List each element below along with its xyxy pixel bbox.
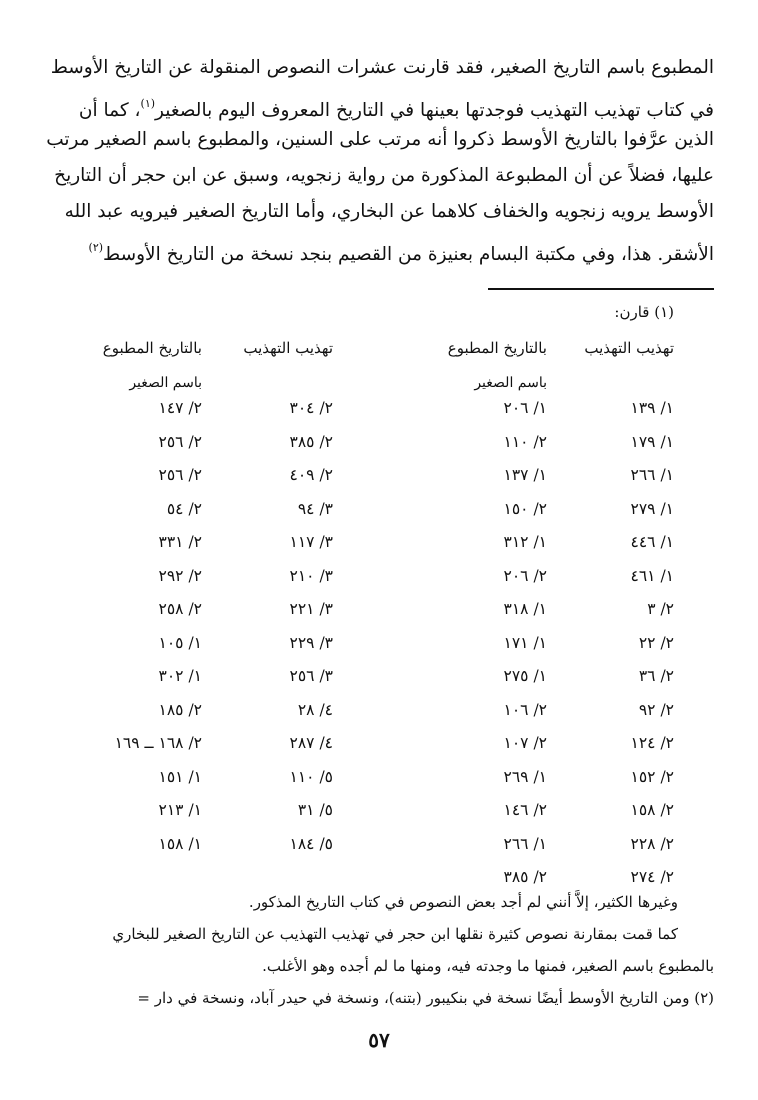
table-cell: ٢/ ١٠٧ bbox=[503, 734, 547, 752]
table-cell: ٢/ ٤٠٩ bbox=[289, 466, 333, 484]
table-cell: ٢/ ١٥٢ bbox=[630, 767, 674, 786]
table-cell: ٢/ ٢٥٦ bbox=[158, 466, 202, 484]
body-line-tail: ، كما أن bbox=[78, 100, 141, 121]
table-cell: ١/ ٢٦٩ bbox=[503, 767, 547, 786]
column-header-label: بالتاريخ المطبوع bbox=[447, 339, 547, 357]
table-cell: ٢/ ١٦٨ ــ ١٦٩ bbox=[114, 734, 202, 752]
table-cell: ٤/ ٢٨ bbox=[297, 700, 333, 719]
table-cell: ٣/ ١١٧ bbox=[289, 533, 333, 551]
table-cell: ٢/ ١٥٠ bbox=[503, 499, 547, 518]
footnote-line: بالمطبوع باسم الصغير، فمنها ما وجدته فيه، ومنها ما لم أجده وهو الأغلب. bbox=[262, 957, 714, 975]
column-header-label: بالتاريخ المطبوع bbox=[102, 339, 202, 357]
footnote-line: (٢) ومن التاريخ الأوسط أيضًا نسخة في بنكيبور (بتنه)، ونسخة في حيدر آباد، ونسخة في دار = bbox=[137, 989, 714, 1007]
body-line-text: في كتاب تهذيب التهذيب فوجدتها بعينها في التاريخ المعروف اليوم بالصغير bbox=[155, 100, 714, 121]
table-cell: ١/ ٤٦١ bbox=[630, 566, 674, 585]
table-cell: ١/ ٢٦٦ bbox=[630, 466, 674, 484]
column-tahdhib-right bbox=[631, 396, 674, 899]
table-cell: ١/ ٢١٣ bbox=[158, 801, 202, 819]
table-cell: ٣/ ٢١٠ bbox=[289, 566, 333, 585]
footnote-label: (١) قارن: bbox=[614, 303, 674, 321]
table-cell: ٢/ ٢٥٦ bbox=[158, 432, 202, 451]
table-cell: ٣/ ٢٥٦ bbox=[289, 667, 333, 685]
column-header-tahdhib-right bbox=[584, 336, 674, 360]
table-cell: ٢/ ٣٨٥ bbox=[503, 868, 547, 886]
table-cell: ٢/ ٣٠٤ bbox=[289, 399, 333, 417]
body-line: الذين عرَّفوا بالتاريخ الأوسط ذكروا أنه مرتب على السنين، والمطبوع باسم الصغير مرتب bbox=[46, 129, 714, 150]
table-cell: ٢/ ١١٠ bbox=[503, 432, 547, 451]
column-tahdhib-left bbox=[290, 396, 333, 865]
table-cell: ١/ ٢٦٦ bbox=[503, 834, 547, 853]
table-cell: ٢/ ٣٣١ bbox=[158, 533, 202, 551]
footnote-line: وغيرها الكثير، إلاَّ أنني لم أجد بعض النصوص في كتاب التاريخ المذكور. bbox=[248, 893, 678, 911]
table-cell: ٣/ ٢٢٩ bbox=[289, 633, 333, 652]
table-cell: ١/ ١٥٨ bbox=[158, 834, 202, 853]
table-cell: ٤/ ٢٨٧ bbox=[289, 734, 333, 752]
table-cell: ٢/ ٢٩٢ bbox=[158, 566, 202, 585]
table-cell: ١/ ٢٧٩ bbox=[630, 499, 674, 518]
table-cell: ٥/ ١٨٤ bbox=[289, 834, 333, 853]
table-cell: ٢/ ٢٠٦ bbox=[503, 566, 547, 585]
body-line bbox=[44, 230, 714, 266]
table-cell: ٢/ ٢٧٤ bbox=[630, 868, 674, 886]
column-header-tahdhib-left bbox=[243, 336, 333, 360]
table-cell: ١/ ٢٧٥ bbox=[503, 667, 547, 685]
table-cell: ١/ ١٠٥ bbox=[158, 633, 202, 652]
column-header-printed-left bbox=[103, 336, 202, 395]
table-cell: ٢/ ٢٢٨ bbox=[630, 834, 674, 853]
footnotes bbox=[20, 886, 714, 1014]
column-header-label: تهذيب التهذيب bbox=[584, 339, 674, 357]
table-cell: ١/ ١٥١ bbox=[158, 767, 202, 786]
body-line: المطبوع باسم التاريخ الصغير، فقد قارنت عشرات النصوص المنقولة عن التاريخ الأوسط bbox=[50, 57, 714, 78]
table-cell: ١/ ٣١٨ bbox=[503, 600, 547, 618]
table-cell: ٢/ ٩٢ bbox=[638, 700, 674, 719]
column-header-label: تهذيب التهذيب bbox=[243, 339, 333, 357]
column-header-printed-right bbox=[448, 336, 547, 395]
table-cell: ٥/ ١١٠ bbox=[289, 767, 333, 786]
table-cell: ٢/ ٣٨٥ bbox=[289, 432, 333, 451]
body-line-text: الأشقر. هذا، وفي مكتبة البسام بعنيزة من القصيم بنجد نسخة من التاريخ الأوسط bbox=[103, 244, 714, 265]
table-cell: ٢/ ١٢٤ bbox=[630, 734, 674, 752]
footnote-ref: (٢) bbox=[88, 241, 104, 254]
table-cell: ٢/ ١٠٦ bbox=[503, 700, 547, 719]
table-cell: ٢/ ٣ bbox=[647, 600, 674, 618]
body-line: عليها، فضلاً عن أن المطبوعة المذكورة من رواية زنجويه، وسبق عن ابن حجر أن التاريخ bbox=[54, 165, 714, 186]
table-cell: ٢/ ١٤٧ bbox=[158, 399, 202, 417]
table-cell: ٢/ ٢٥٨ bbox=[158, 600, 202, 618]
body-line bbox=[44, 86, 714, 122]
table-cell: ٢/ ١٤٦ bbox=[503, 801, 547, 819]
column-printed-right bbox=[504, 396, 547, 899]
table-cell: ٥/ ٣١ bbox=[297, 801, 333, 819]
footnote-ref: (١) bbox=[140, 97, 156, 110]
table-cell: ١/ ١٧٩ bbox=[630, 432, 674, 451]
table-cell: ٢/ ٢٢ bbox=[638, 633, 674, 652]
column-header-sublabel: باسم الصغير bbox=[129, 375, 202, 391]
table-cell: ١/ ١٣٩ bbox=[630, 399, 674, 417]
footnote-line: كما قمت بمقارنة نصوص كثيرة نقلها ابن حجر في تهذيب التهذيب عن التاريخ الصغير للبخاري bbox=[112, 925, 678, 943]
table-cell: ١/ ١٧١ bbox=[503, 633, 547, 652]
table-cell: ٢/ ٥٤ bbox=[166, 499, 202, 518]
body-line: الأوسط يرويه زنجويه والخفاف كلاهما عن البخاري، وأما التاريخ الصغير فيرويه عبد الله bbox=[64, 201, 714, 222]
table-cell: ١/ ٢٠٦ bbox=[503, 399, 547, 417]
page-number: ٥٧ bbox=[368, 1028, 390, 1052]
table-cell: ٢/ ١٨٥ bbox=[158, 700, 202, 719]
footnote-separator bbox=[488, 288, 714, 290]
main-paragraph bbox=[44, 50, 714, 266]
table-cell: ٢/ ٣٦ bbox=[638, 667, 674, 685]
column-header-sublabel: باسم الصغير bbox=[474, 375, 547, 391]
table-cell: ١/ ٣٠٢ bbox=[158, 667, 202, 685]
table-cell: ١/ ١٣٧ bbox=[503, 466, 547, 484]
table-cell: ٣/ ٢٢١ bbox=[289, 600, 333, 618]
table-cell: ٣/ ٩٤ bbox=[297, 499, 333, 518]
table-cell: ١/ ٤٤٦ bbox=[630, 533, 674, 551]
table-cell: ١/ ٣١٢ bbox=[503, 533, 547, 551]
column-printed-left bbox=[115, 396, 202, 865]
table-cell: ٢/ ١٥٨ bbox=[630, 801, 674, 819]
